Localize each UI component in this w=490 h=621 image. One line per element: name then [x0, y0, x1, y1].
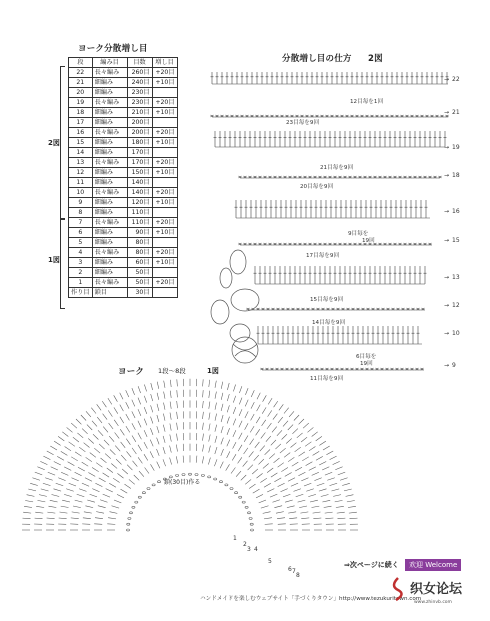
table-cell: 17 — [69, 118, 93, 128]
table-cell: 細編み — [92, 78, 127, 88]
table-cell: 210目 — [127, 108, 152, 118]
site-logo-url: www.zhinvb.com — [414, 600, 452, 605]
table-cell: 14 — [69, 148, 93, 158]
table-cell: 細編み — [92, 268, 127, 278]
table-cell: 240目 — [127, 78, 152, 88]
row-arrow-icon: → — [444, 362, 450, 369]
row-label: 16 — [452, 208, 460, 215]
yoke-figure: 1図 — [207, 367, 219, 375]
table-cell: 長々編み — [92, 68, 127, 78]
increase-note: 20目毎を9回 — [300, 184, 334, 190]
row-label: 10 — [452, 330, 460, 337]
table-cell: 140目 — [127, 178, 152, 188]
stitch-row — [257, 326, 423, 344]
table-header-cell: 目数 — [127, 58, 152, 68]
table-cell: 11 — [69, 178, 93, 188]
stitch-row — [254, 266, 427, 284]
increase-note: 12目毎を1回 — [350, 99, 384, 105]
stitch-row — [214, 131, 447, 147]
credit-text: ハンドメイドを楽しむウェブサイト「手づくりタウン」http://www.tezukuritown.com — [200, 596, 422, 602]
stitch-row — [211, 115, 449, 117]
row-arrow-icon: → — [444, 208, 450, 215]
row-label: 9 — [452, 362, 456, 369]
increase-note: 19回 — [360, 361, 373, 367]
table-cell: 110目 — [127, 208, 152, 218]
yoke-row-number: 8 — [296, 572, 300, 579]
row-arrow-icon: → — [444, 274, 450, 281]
table-cell: +20目 — [152, 278, 177, 288]
increase-note: 21目毎を9回 — [320, 165, 354, 171]
table-cell: 4 — [69, 248, 93, 258]
table-cell: +20目 — [152, 218, 177, 228]
stitch-row — [239, 243, 433, 245]
stitch-row — [211, 72, 449, 84]
section-label-2: 2図 — [48, 139, 60, 147]
table-cell: +20目 — [152, 98, 177, 108]
row-label: 19 — [452, 144, 460, 151]
table-cell: 作り目 — [69, 288, 93, 298]
table-cell: 50目 — [127, 278, 152, 288]
table-cell: 5 — [69, 238, 93, 248]
table-cell: 80目 — [127, 248, 152, 258]
yoke-row-number: 6 — [288, 566, 292, 573]
table-cell: 22 — [69, 68, 93, 78]
yoke-center-label: 鎖(30目)作る — [164, 479, 201, 486]
table-cell: +20目 — [152, 188, 177, 198]
logo-swirl-icon — [388, 576, 408, 602]
table-cell: 260目 — [127, 68, 152, 78]
table-cell: +10目 — [152, 168, 177, 178]
increase-note: 9目毎を — [348, 231, 369, 237]
increase-note: 14目毎を9回 — [312, 320, 346, 326]
table-cell: 2 — [69, 268, 93, 278]
table-cell: 16 — [69, 128, 93, 138]
table-cell: +10目 — [152, 138, 177, 148]
table-cell: 200目 — [127, 118, 152, 128]
yoke-row-number: 2 — [243, 541, 247, 548]
table-cell: 230目 — [127, 98, 152, 108]
table-cell: 細編み — [92, 168, 127, 178]
table-cell: 細編み — [92, 198, 127, 208]
table-cell: 細編み — [92, 208, 127, 218]
yoke-range: 1段～8段 — [158, 367, 186, 375]
table-cell: 6 — [69, 228, 93, 238]
table-cell: 30目 — [127, 288, 152, 298]
table-cell: 長々編み — [92, 248, 127, 258]
table-cell: 長々編み — [92, 278, 127, 288]
site-logo: 织女论坛 — [410, 582, 463, 597]
table-cell: 140目 — [127, 188, 152, 198]
table-cell: 110目 — [127, 218, 152, 228]
table-cell: 12 — [69, 168, 93, 178]
table-cell: 180目 — [127, 138, 152, 148]
diagram-subtitle: 2図 — [368, 54, 383, 64]
row-arrow-icon: → — [444, 144, 450, 151]
row-label: 18 — [452, 172, 460, 179]
increase-note: 17目毎を9回 — [306, 253, 340, 259]
table-cell: +10目 — [152, 198, 177, 208]
table-cell: 60目 — [127, 258, 152, 268]
stitch-row — [239, 176, 442, 178]
diagram-title: 分散増し目の仕方 — [282, 54, 352, 64]
table-cell: 長々編み — [92, 188, 127, 198]
stitch-row — [235, 200, 431, 218]
table-title: ヨーク分散増し目 — [78, 44, 148, 54]
section-label-1: 1図 — [48, 256, 60, 264]
table-cell: 細編み — [92, 148, 127, 158]
row-arrow-icon: → — [444, 109, 450, 116]
row-label: 21 — [452, 109, 460, 116]
row-arrow-icon: → — [444, 302, 450, 309]
increase-note: 19回 — [362, 238, 375, 244]
table-cell: 細編み — [92, 178, 127, 188]
table-cell: +20目 — [152, 128, 177, 138]
row-arrow-icon: → — [444, 76, 450, 83]
row-label: 13 — [452, 274, 460, 281]
table-cell: 13 — [69, 158, 93, 168]
table-cell: 鎖目 — [92, 288, 127, 298]
table-cell: 9 — [69, 198, 93, 208]
cactus-decoration — [211, 250, 259, 363]
table-cell: 細編み — [92, 108, 127, 118]
table-cell: 長々編み — [92, 98, 127, 108]
table-cell: 3 — [69, 258, 93, 268]
table-cell: 15 — [69, 138, 93, 148]
table-cell: 長々編み — [92, 128, 127, 138]
table-cell: 細編み — [92, 118, 127, 128]
table-header-cell: 増し目 — [152, 58, 177, 68]
table-cell: +10目 — [152, 78, 177, 88]
table-cell: 120目 — [127, 198, 152, 208]
row-arrow-icon: → — [444, 330, 450, 337]
table-cell: +10目 — [152, 228, 177, 238]
table-cell: 21 — [69, 78, 93, 88]
row-label: 22 — [452, 76, 460, 83]
table-cell: 19 — [69, 98, 93, 108]
yoke-row-number: 1 — [233, 535, 237, 542]
table-cell: 170目 — [127, 158, 152, 168]
yoke-title: ヨーク — [118, 367, 145, 377]
table-cell: +10目 — [152, 108, 177, 118]
yoke-row-number: 5 — [268, 558, 272, 565]
table-cell: 7 — [69, 218, 93, 228]
table-header-cell: 編み目 — [92, 58, 127, 68]
table-cell: 90目 — [127, 228, 152, 238]
row-label: 12 — [452, 302, 460, 309]
table-header-cell: 段 — [69, 58, 93, 68]
table-cell: +20目 — [152, 68, 177, 78]
table-cell: 170目 — [127, 148, 152, 158]
table-cell: 細編み — [92, 88, 127, 98]
row-arrow-icon: → — [444, 237, 450, 244]
table-cell: 細編み — [92, 238, 127, 248]
table-cell: 細編み — [92, 138, 127, 148]
table-cell: 20 — [69, 88, 93, 98]
table-cell: 50目 — [127, 268, 152, 278]
increase-note: 11目毎を9回 — [310, 376, 344, 382]
table-cell: 10 — [69, 188, 93, 198]
stitch-row — [261, 368, 425, 370]
table-cell: 1 — [69, 278, 93, 288]
welcome-badge[interactable]: 欢迎 Welcome — [405, 559, 461, 571]
table-cell: 80目 — [127, 238, 152, 248]
table-cell: 150目 — [127, 168, 152, 178]
table-cell: 18 — [69, 108, 93, 118]
table-cell: 細編み — [92, 258, 127, 268]
table-cell: 長々編み — [92, 158, 127, 168]
table-cell: 200目 — [127, 128, 152, 138]
table-cell: 230目 — [127, 88, 152, 98]
row-label: 15 — [452, 237, 460, 244]
yoke-row-number: 4 — [254, 546, 258, 553]
next-page-note: ⇒次ページに続く — [344, 561, 399, 569]
table-cell: +20目 — [152, 158, 177, 168]
increase-note: 6目毎を — [356, 354, 377, 360]
increase-note: 23目毎を9回 — [286, 120, 320, 126]
stitch-row — [247, 308, 426, 310]
table-cell: +20目 — [152, 248, 177, 258]
table-cell: +10目 — [152, 258, 177, 268]
table-cell: 長々編み — [92, 218, 127, 228]
yoke-row-number: 3 — [247, 546, 251, 553]
table-cell: 細編み — [92, 228, 127, 238]
yoke-row-number: 7 — [292, 568, 296, 575]
increase-note: 15目毎を9回 — [310, 297, 344, 303]
row-arrow-icon: → — [444, 172, 450, 179]
table-cell: 8 — [69, 208, 93, 218]
